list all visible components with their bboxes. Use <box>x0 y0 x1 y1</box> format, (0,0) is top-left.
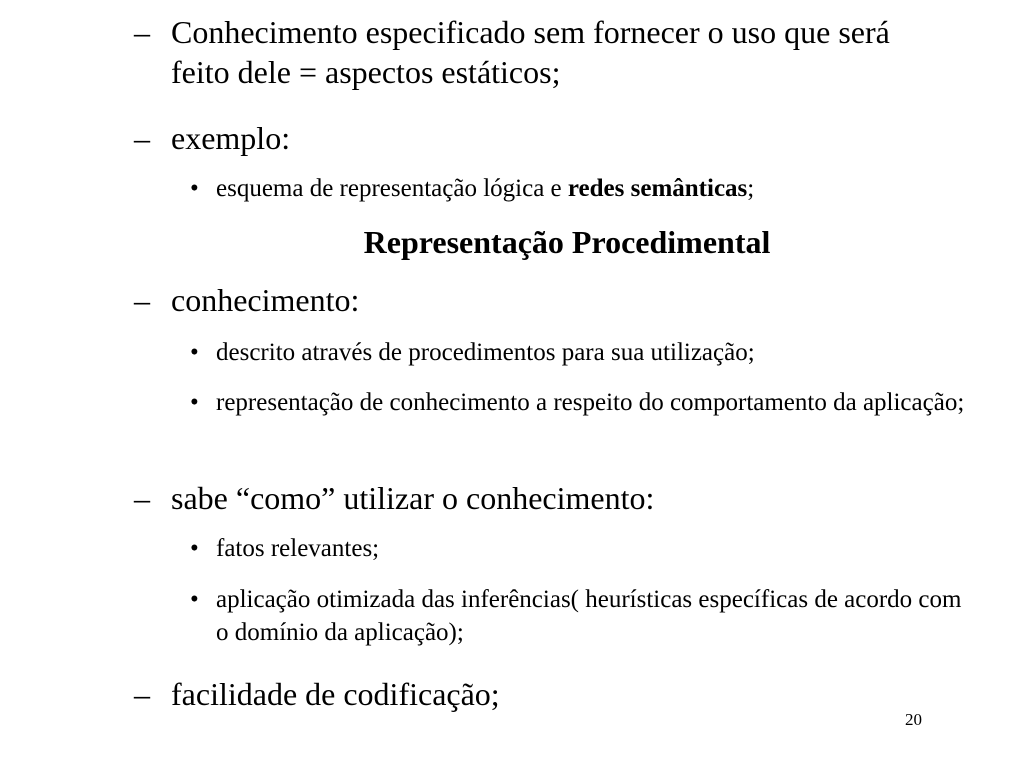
dash-marker: – <box>134 282 150 318</box>
item-text: exemplo: <box>171 120 291 156</box>
bullet-text-plain: esquema de representação lógica e <box>216 175 568 202</box>
bullet-marker: • <box>190 175 199 202</box>
bullet-text: aplicação otimizada das inferências( heurísticas específicas de acordo com o domínio da aplicação); <box>216 586 962 646</box>
item-text: sabe “como” utilizar o conhecimento: <box>171 480 655 516</box>
bullet-fatos <box>190 532 970 565</box>
bullet-marker: • <box>190 535 199 562</box>
item-text: facilidade de codificação; <box>171 676 500 712</box>
dash-marker: – <box>134 676 150 712</box>
item-facilidade <box>134 674 954 714</box>
bullet-text: fatos relevantes; <box>216 535 380 562</box>
dash-marker: – <box>134 120 150 156</box>
bullet-text <box>216 172 970 205</box>
bullet-representacao <box>190 386 970 419</box>
item-exemplo <box>134 118 954 158</box>
bullet-descrito <box>190 336 970 369</box>
item-text: Conhecimento especificado sem fornecer o uso que será feito dele = aspectos estáticos; <box>171 14 890 90</box>
item-conhecimento-especificado <box>134 12 954 92</box>
bullet-aplicacao <box>190 583 970 649</box>
bullet-marker: • <box>190 389 199 416</box>
item-text: conhecimento: <box>171 282 360 318</box>
bullet-marker: • <box>190 586 199 613</box>
item-sabe-como <box>134 478 954 518</box>
bullet-marker: • <box>190 339 199 366</box>
bullet-text: representação de conhecimento a respeito do comportamento da aplicação; <box>216 389 965 416</box>
bullet-esquema <box>190 172 970 205</box>
bullet-text-bold: redes semânticas <box>567 175 748 202</box>
bullet-text-end: ; <box>747 175 755 202</box>
item-conhecimento <box>134 280 954 320</box>
section-heading: Representação Procedimental <box>363 224 771 260</box>
dash-marker: – <box>134 14 150 50</box>
dash-marker: – <box>134 480 150 516</box>
page-number: 20 <box>905 710 922 729</box>
bullet-text: descrito através de procedimentos para sua utilização; <box>216 339 755 366</box>
